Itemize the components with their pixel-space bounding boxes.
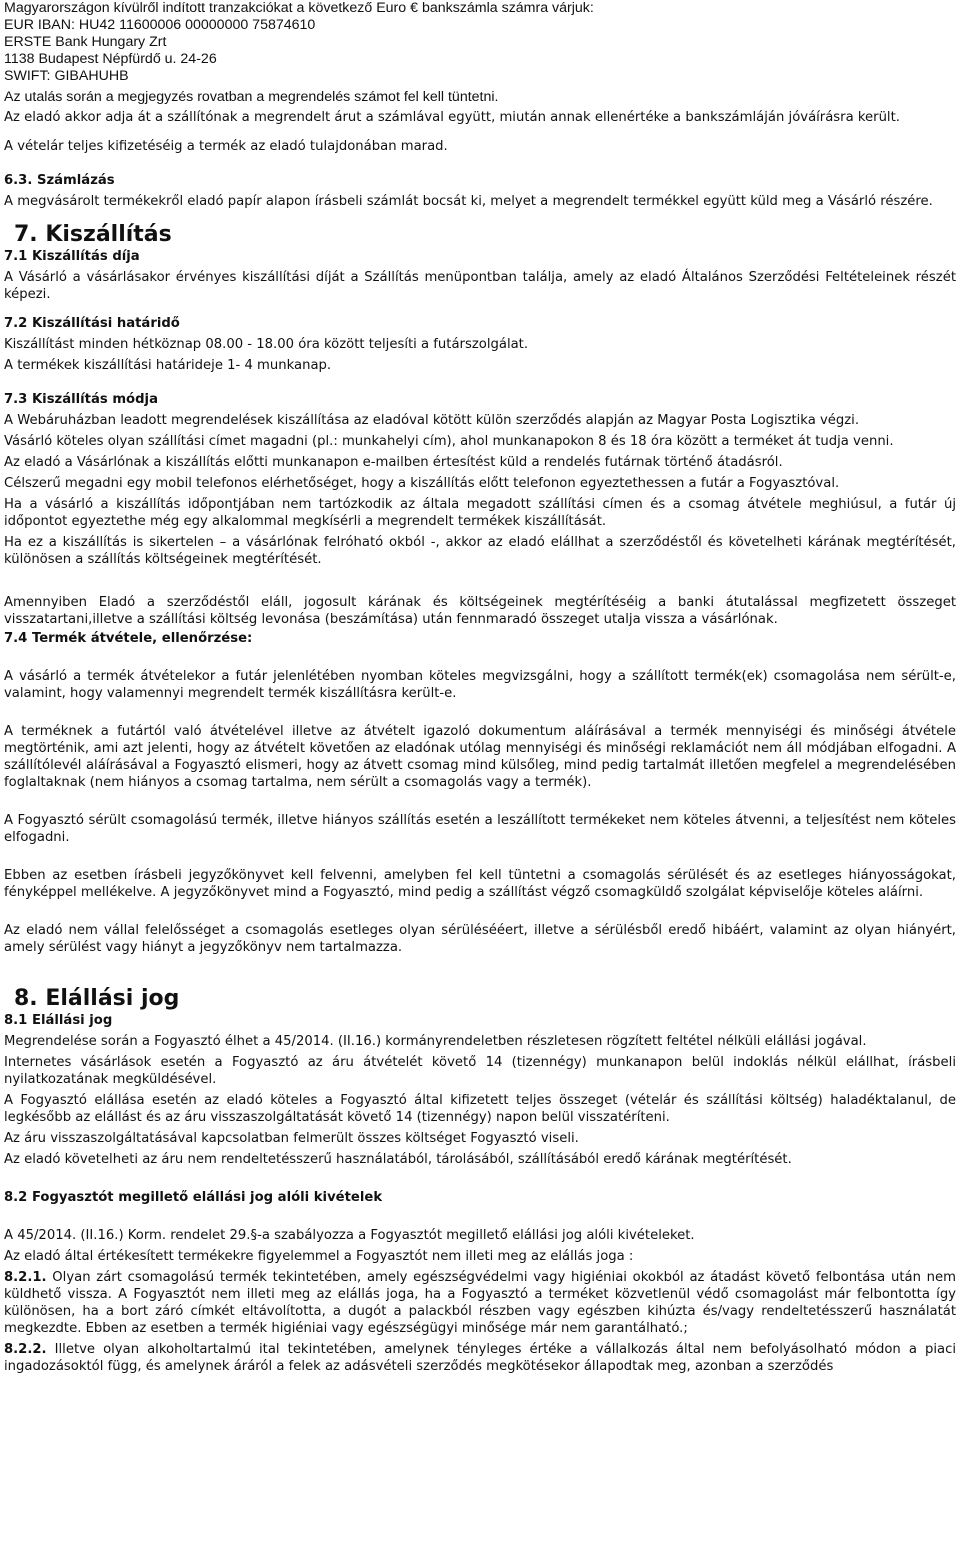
ownership-note: A vételár teljes kifizetéséig a termék az eladó tulajdonában marad.	[4, 139, 448, 154]
section-8-1-title: 8.1 Elállási jog	[4, 1013, 113, 1028]
section-8-2-2-text: Illetve olyan alkoholtartalmú ital tekintetében, amelynek tényleges értéke a vállalkozás által nem befolyásolható módon a piaci ingadozásoktól függ, és amelynek áráról a felek az adásvételi szerződés megkötésekor állapodtak meg, azonban a szerződés	[4, 1342, 956, 1374]
section-8-1-p1: Megrendelése során a Fogyasztó élhet a 45/2014. (II.16.) kormányrendeletben részletesen rögzített feltétel nélküli elállási jogával.	[4, 1034, 867, 1049]
section-8-2-1-label: 8.2.1.	[4, 1270, 47, 1285]
section-7-3-p4: Célszerű megadni egy mobil telefonos elérhetőséget, hogy a kiszállítás előtt telefonon egyeztethessen a futár a Fogyasztóval.	[4, 476, 840, 491]
section-7-4-p1: A vásárló a termék átvételekor a futár jelenlétében nyomban köteles megvizsgálni, hogy a szállított termék(ek) csomagolása nem sérült-e, valamint, hogy valamennyi megrendelt termék kiszállításra került-e.	[4, 669, 956, 701]
section-7-3-p5: Ha a vásárló a kiszállítás időpontjában nem tartózkodik az általa megadott szállítási címen és a csomag átvétele meghiúsul, a futár új időpontot egyeztethe még egy alkalommal megkísérli a megrendelt termékek kiszállítását.	[4, 497, 956, 529]
section-8-2-p1: A 45/2014. (II.16.) Korm. rendelet 29.§-a szabályozza a Fogyasztót megillető elállási jog alóli kivételeket.	[4, 1228, 695, 1243]
section-7-3-p2: Vásárló köteles olyan szállítási címet magadni (pl.: munkahelyi cím), ahol munkanapokon 8 és 18 óra között a terméket át tudja venni.	[4, 434, 894, 449]
section-7-3-p6: Ha ez a kiszállítás is sikertelen – a vásárlónak felróható okból -, akkor az eladó elállhat a szerződéstől és követelheti kárának megtérítését, különösen a szállítás költségeinek megtérítését.	[4, 535, 956, 567]
section-8-1-p4: Az áru visszaszolgáltatásával kapcsolatban felmerült összes költséget Fogyasztó viseli.	[4, 1131, 579, 1146]
section-8-2-2-label: 8.2.2.	[4, 1342, 47, 1357]
section-8-2-title: 8.2 Fogyasztót megillető elállási jog alóli kivételek	[4, 1190, 383, 1205]
section-8-1-p3: A Fogyasztó elállása esetén az eladó köteles a Fogyasztó által kifizetett teljes összeget (vételár és szállítási költség) haladéktalanul, de legkésőbb az elállást és az áru visszaszolgáltatását követő 14 (tizennégy) napon belül visszatéríteni.	[4, 1093, 956, 1125]
section-7-3-p1: A Webáruházban leadott megrendelések kiszállítása az eladóval kötött külön szerződés alapján az Magyar Posta Logisztika végzi.	[4, 413, 860, 428]
section-7-4-p4: Ebben az esetben írásbeli jegyzőkönyvet kell felvenni, amelyben fel kell tüntetni a csomagolás sérülését és az esetleges hiányosságokat, fényképpel mellékelve. A jegyzőkönyvet mind a Fogyasztó, mind pedig a szállítást végző csomagküldő szolgálat képviselője köteles aláírni.	[4, 868, 956, 900]
section-7-2-line1: Kiszállítást minden hétköznap 08.00 - 18.00 óra között teljesíti a futárszolgálat.	[4, 337, 529, 352]
section-7-2-title: 7.2 Kiszállítási határidő	[4, 316, 180, 331]
section-8-2-1-text: Olyan zárt csomagolású termék tekintetében, amely egészségvédelmi vagy higiéniai okokból az átadást követő felbontása után nem küldhető vissza. A Fogyasztót nem illeti meg az elállás joga, ha a Fogyasztó a terméket közvetlenül védő csomagolást már felbontotta így különösen, ha a bort záró címkét eltávolította, a dugót a palackból részben vagy egészben kihúzta és/vagy rendeltetésszerű használatát megkezdte. Ebben az esetben a termék higiéniai vagy egészségügyi minősége már nem garantálható.;	[4, 1270, 956, 1336]
section-7-4-title: 7.4 Termék átvétele, ellenőrzése:	[4, 631, 253, 646]
section-7-1-title: 7.1 Kiszállítás díja	[4, 249, 140, 264]
section-8-2-1	[4, 1269, 956, 1337]
bank-name: ERSTE Bank Hungary Zrt	[4, 34, 167, 50]
bank-iban: EUR IBAN: HU42 11600006 00000000 75874610	[4, 17, 316, 33]
section-7-3-title: 7.3 Kiszállítás módja	[4, 392, 158, 407]
section-7-1-text: A Vásárló a vásárlásakor érvényes kiszállítási díját a Szállítás menüpontban találja, amely az eladó Általános Szerződési Feltételeinek részét képezi.	[4, 270, 956, 302]
payment-handover: Az eladó akkor adja át a szállítónak a megrendelt árut a számlával együtt, miután annak ellenértéke a bankszámláján jóváírásra került.	[4, 110, 900, 125]
section-7-4-p5: Az eladó nem vállal felelősséget a csomagolás esetleges olyan sérülésééert, illetve a sérülésből eredő hibáért, valamint az olyan hiányért, amely sérülést vagy hiányt a jegyzőkönyv nem tartalmazza.	[4, 923, 956, 955]
payment-note: Az utalás során a megjegyzés rovatban a megrendelés számot fel kell tüntetni.	[4, 89, 499, 105]
section-7-3-p3: Az eladó a Vásárlónak a kiszállítás előtti munkanapon e-mailben értesítést küld a rendelés futárnak történő átadásról.	[4, 455, 783, 470]
section-6-3-title: 6.3. Számlázás	[4, 173, 115, 188]
bank-swift: SWIFT: GIBAHUHB	[4, 68, 129, 84]
bank-details	[4, 0, 956, 85]
section-8-2-p2: Az eladó által értékesített termékekre figyelemmel a Fogyasztót nem illeti meg az elállás joga :	[4, 1249, 634, 1264]
section-8-2-2	[4, 1341, 956, 1375]
bank-intro: Magyarországon kívülről indított tranzakciókat a következő Euro € bankszámla számra várjuk:	[4, 0, 594, 16]
section-7-4-p2: A terméknek a futártól való átvételével illetve az átvételt igazoló dokumentum aláírásával a termék mennyiségi és minőségi átvétele megtörténik, ami azt jelenti, hogy az átvételt követően az eladónak utólag mennyiségi és minőségi reklamációt nem áll módjában elfogadni. A szállítólevél aláírásával a Fogyasztó elismeri, hogy az átvett csomag mind külsőleg, mind pedig tartalmát illetően megfelel a megrendelésében foglaltaknak (nem hiányos a csomag tartalma, nem sérült a csomagolás vagy a termék).	[4, 724, 956, 790]
section-7-2-line2: A termékek kiszállítási határideje 1- 4 munkanap.	[4, 358, 332, 373]
section-7-heading: 7. Kiszállítás	[14, 222, 172, 247]
section-8-1-p5: Az eladó követelheti az áru nem rendeltetésszerű használatából, tárolásából, szállításából eredő kárának megtérítését.	[4, 1152, 792, 1167]
bank-address: 1138 Budapest Népfürdő u. 24-26	[4, 51, 217, 67]
section-7-3-p7: Amennyiben Eladó a szerződéstől eláll, jogosult kárának és költségeinek megtérítéséig a banki átutalással megfizetett összeget visszatartani,illetve a szállítási költség levonása (beszámítása) után fennmaradó összeget utalja vissza a vásárlónak.	[4, 595, 956, 627]
section-6-3-text: A megvásárolt termékekről eladó papír alapon írásbeli számlát bocsát ki, melyet a megrendelt termékkel együtt küld meg a Vásárló részére.	[4, 194, 933, 209]
section-7-4-p3: A Fogyasztó sérült csomagolású termék, illetve hiányos szállítás esetén a leszállított termékeket nem köteles átvenni, a teljesítést nem köteles elfogadni.	[4, 813, 956, 845]
section-8-heading: 8. Elállási jog	[14, 986, 180, 1011]
section-8-1-p2: Internetes vásárlások esetén a Fogyasztó az áru átvételét követő 14 (tizennégy) munkanapon belül indoklás nélkül elállhat, írásbeli nyilatkozatának megküldésével.	[4, 1055, 956, 1087]
